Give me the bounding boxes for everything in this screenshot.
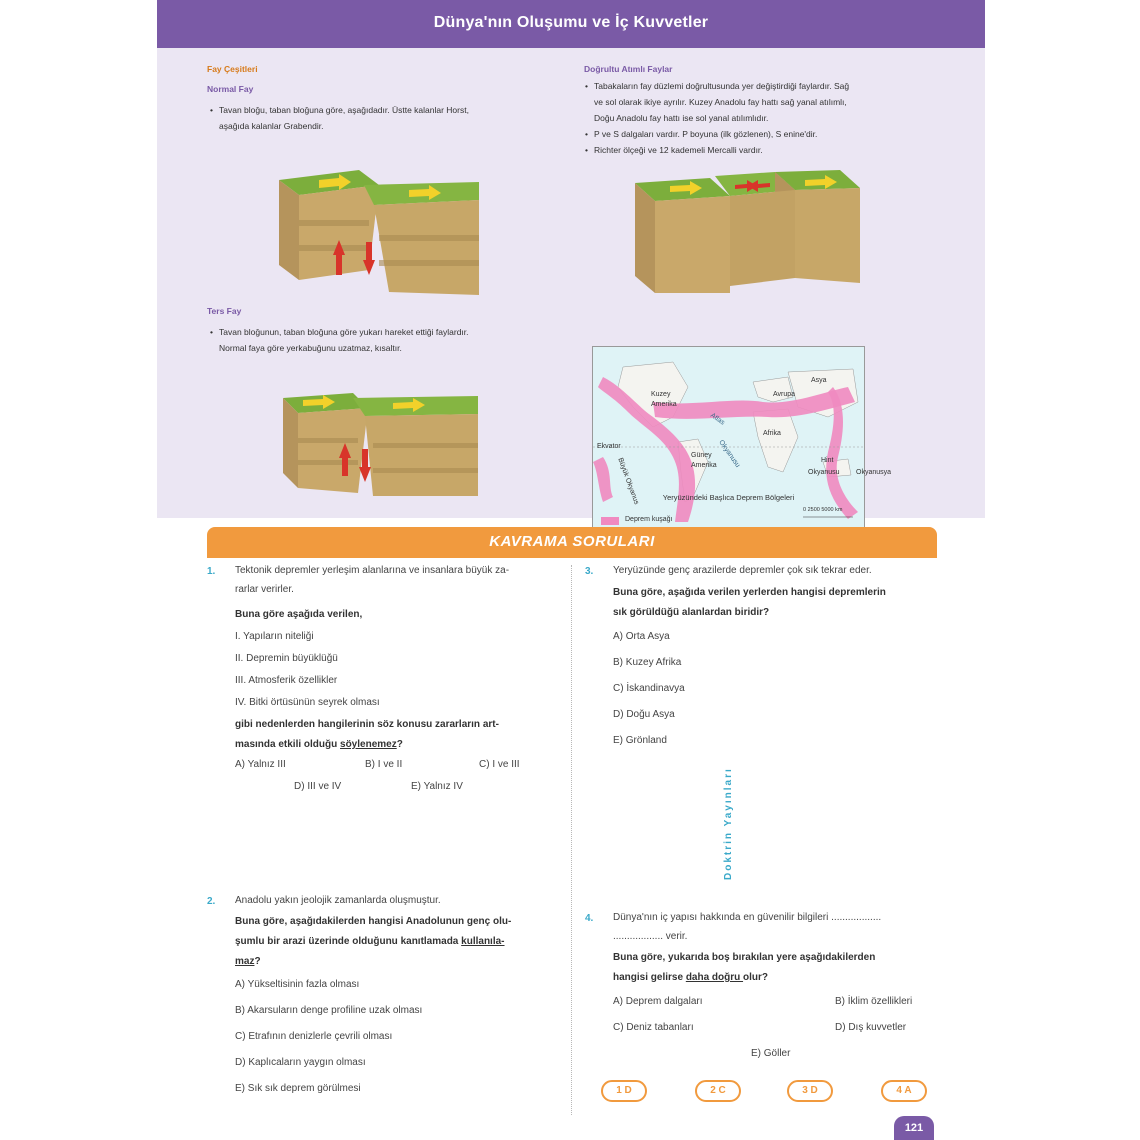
normal-fay-title: Normal Fay	[207, 84, 254, 94]
q4-option-c[interactable]: C) Deniz tabanları	[613, 1022, 694, 1033]
strike-slip-block-illustration	[635, 168, 865, 298]
dogrultu-line-2: ve sol olarak ikiye ayrılır. Kuzey Anadolu fay hattı sağ yanal atılımlı,	[594, 97, 847, 107]
q4-keyword: daha doğru	[685, 972, 744, 983]
q2-keyword-1: kullanıla-	[461, 936, 505, 947]
label-amerika-s: Amerika	[691, 462, 717, 469]
q4-option-a[interactable]: A) Deprem dalgaları	[613, 996, 703, 1007]
q1-question	[235, 715, 565, 755]
publisher-watermark: Doktrin Yayınları	[723, 767, 734, 880]
dogrultu-line-3: Doğu Anadolu fay hattı ise sol yanal atılımlıdır.	[594, 113, 769, 123]
q1-text-line-2: rarlar verirler.	[235, 584, 294, 595]
label-amerika-n: Amerika	[651, 401, 677, 408]
q4-text	[613, 908, 943, 946]
label-atlas-okyanusu: Okyanusu	[717, 439, 742, 469]
reverse-fault-block-illustration	[283, 388, 483, 498]
dogrultu-fay-text: • Tabakaların fay düzlemi doğrultusunda yer değiştirdiği faylardır. Sağ ve sol olarak ikiye ayrılır. Kuzey Anadolu fay hattı sağ yanal atılımlı, Doğu Anadolu fay hattı ise sol yanal atılımlıdır. • P ve S dalgaları vardır. P boyuna (ilk gözlenen), S enine'dir. • Richter ölçeği ve 12 kademeli Mercalli vardır.	[594, 78, 974, 158]
q1-question-line-2: masında etkili olduğu	[235, 739, 341, 750]
q2-question	[235, 912, 565, 972]
label-okyanusya: Okyanusya	[856, 469, 892, 476]
label-asya: Asya	[811, 377, 827, 384]
q3-option-e[interactable]: E) Grönland	[613, 735, 667, 746]
q1-text	[235, 561, 565, 599]
label-guney: Güney	[691, 452, 712, 459]
q4-number: 4.	[585, 913, 594, 924]
q1-question-line-1: gibi nedenlerden hangilerinin söz konusu zararların art-	[235, 719, 499, 730]
normal-fay-line-2: aşağıda kalanlar Grabendir.	[219, 121, 324, 131]
normal-fay-line-1: Tavan bloğu, taban bloğuna göre, aşağıdadır. Üstte kalanlar Horst,	[219, 105, 469, 115]
kavrama-underline	[207, 555, 937, 558]
q4-option-e[interactable]: E) Göller	[751, 1048, 791, 1059]
page-title: Dünya'nın Oluşumu ve İç Kuvvetler	[433, 14, 709, 31]
legend-swatch	[601, 517, 619, 525]
q2-text: Anadolu yakın jeolojik zamanlarda oluşmuştur.	[235, 895, 441, 906]
q2-option-a[interactable]: A) Yükseltisinin fazla olması	[235, 979, 360, 990]
q2-option-c[interactable]: C) Etrafının denizlerle çevrili olması	[235, 1031, 393, 1042]
answer-1: 1 D	[601, 1080, 647, 1102]
answer-key-4	[881, 1080, 941, 1104]
ters-fay-text: • Tavan bloğunun, taban bloğuna göre yukarı hareket ettiği faylardır. Normal faya göre yerkabuğunu uzatmaz, kısaltır.	[219, 324, 579, 356]
info-panel	[157, 48, 985, 523]
q3-number: 3.	[585, 566, 594, 577]
q1-option-c[interactable]: C) I ve III	[479, 759, 520, 770]
q2-number: 2.	[207, 896, 216, 907]
legend-label: Deprem kuşağı	[625, 516, 673, 523]
kavrama-title: KAVRAMA SORULARI	[489, 533, 655, 550]
q2-option-b[interactable]: B) Akarsuların denge profiline uzak olması	[235, 1005, 423, 1016]
q4-question-line-2: hangisi gelirse	[613, 972, 686, 983]
q1-item-3: III. Atmosferik özellikler	[235, 675, 338, 686]
q3-question	[613, 583, 943, 623]
fay-section-title: Fay Çeşitleri	[207, 64, 258, 74]
map-caption: Yeryüzündeki Başlıca Deprem Bölgeleri	[662, 493, 795, 502]
answer-key-1	[601, 1080, 661, 1104]
label-ekvator: Ekvator	[597, 443, 621, 450]
q3-option-a[interactable]: A) Orta Asya	[613, 631, 670, 642]
q4-question	[613, 948, 943, 988]
q3-option-c[interactable]: C) İskandinavya	[613, 683, 685, 694]
label-avrupa: Avrupa	[773, 391, 796, 398]
q2-qmark: ?	[254, 956, 261, 967]
q2-question-line-1: Buna göre, aşağıdakilerden hangisi Anadolunun genç olu-	[235, 916, 512, 927]
q1-item-4: IV. Bitki örtüsünün seyrek olması	[235, 697, 380, 708]
q1-option-e[interactable]: E) Yalnız IV	[411, 781, 463, 792]
q4-text-line-1: Dünya'nın iç yapısı hakkında en güvenilir bilgileri ..................	[613, 912, 882, 923]
ters-fay-title: Ters Fay	[207, 306, 242, 316]
label-afrika: Afrika	[763, 430, 781, 437]
label-kuzey: Kuzey	[651, 391, 671, 398]
q1-option-d[interactable]: D) III ve IV	[294, 781, 342, 792]
normal-fay-text: • Tavan bloğu, taban bloğuna göre, aşağıdadır. Üstte kalanlar Horst, aşağıda kalanlar Grabendir.	[219, 102, 569, 134]
ters-fay-line-1: Tavan bloğunun, taban bloğuna göre yukarı hareket ettiği faylardır.	[219, 327, 469, 337]
map-scale: 0 2500 5000 km	[803, 507, 843, 513]
label-hint: Hint	[821, 457, 834, 464]
q4-question-line-1: Buna göre, yukarıda boş bırakılan yere aşağıdakilerden	[613, 952, 876, 963]
q3-text: Yeryüzünde genç arazilerde depremler çok sık tekrar eder.	[613, 565, 872, 576]
q1-option-a[interactable]: A) Yalnız III	[235, 759, 286, 770]
label-buyuk-okyanus: Büyük Okyanus	[616, 457, 640, 506]
q4-option-d[interactable]: D) Dış kuvvetler	[835, 1022, 907, 1033]
q3-option-d[interactable]: D) Doğu Asya	[613, 709, 675, 720]
q4-question-end: olur?	[743, 972, 769, 983]
q4-text-line-2: .................. verir.	[613, 931, 688, 942]
q1-number: 1.	[207, 566, 216, 577]
q3-question-line-2: sık görüldüğü alanlardan biridir?	[613, 607, 770, 618]
q1-qmark: ?	[396, 739, 403, 750]
ters-fay-line-2: Normal faya göre yerkabuğunu uzatmaz, kısaltır.	[219, 343, 402, 353]
q1-stem: Buna göre aşağıda verilen,	[235, 609, 363, 620]
answer-2: 2 C	[695, 1080, 741, 1102]
answer-key-3	[787, 1080, 847, 1104]
dogrultu-bullet-2: P ve S dalgaları vardır. P boyuna (ilk gözlenen), S enine'dir.	[594, 129, 818, 139]
q3-option-b[interactable]: B) Kuzey Afrika	[613, 657, 682, 668]
answer-4: 4 A	[881, 1080, 927, 1102]
label-hint-okyanusu: Okyanusu	[808, 469, 840, 476]
q1-keyword: söylenemez	[340, 739, 397, 750]
column-divider	[571, 565, 572, 1115]
q1-text-line-1: Tektonik depremler yerleşim alanlarına ve insanlara büyük za-	[235, 565, 510, 576]
q1-item-1: I. Yapıların niteliği	[235, 631, 314, 642]
dogrultu-line-1: Tabakaların fay düzlemi doğrultusunda yer değiştirdiği faylardır. Sağ	[594, 81, 850, 91]
q2-option-e[interactable]: E) Sık sık deprem görülmesi	[235, 1083, 361, 1094]
label-atlas: Atlas	[708, 412, 726, 427]
answer-3: 3 D	[787, 1080, 833, 1102]
answer-key-2	[695, 1080, 755, 1104]
q2-question-line-2: şumlu bir arazi üzerinde olduğunu kanıtlamada	[235, 936, 462, 947]
q1-item-2: II. Depremin büyüklüğü	[235, 653, 338, 664]
page-number: 121	[894, 1116, 934, 1140]
q2-keyword-2: maz	[235, 956, 255, 967]
dogrultu-fay-title: Doğrultu Atımlı Faylar	[584, 64, 673, 74]
dogrultu-bullet-3: Richter ölçeği ve 12 kademeli Mercalli vardır.	[594, 145, 763, 155]
q2-option-d[interactable]: D) Kaplıcaların yaygın olması	[235, 1057, 366, 1068]
earthquake-map	[592, 346, 892, 533]
q1-option-b[interactable]: B) I ve II	[365, 759, 403, 770]
normal-fault-block-illustration	[279, 160, 489, 300]
q4-option-b[interactable]: B) İklim özellikleri	[835, 996, 913, 1007]
textbook-page	[157, 0, 985, 1140]
q3-question-line-1: Buna göre, aşağıda verilen yerlerden hangisi depremlerin	[613, 587, 886, 598]
